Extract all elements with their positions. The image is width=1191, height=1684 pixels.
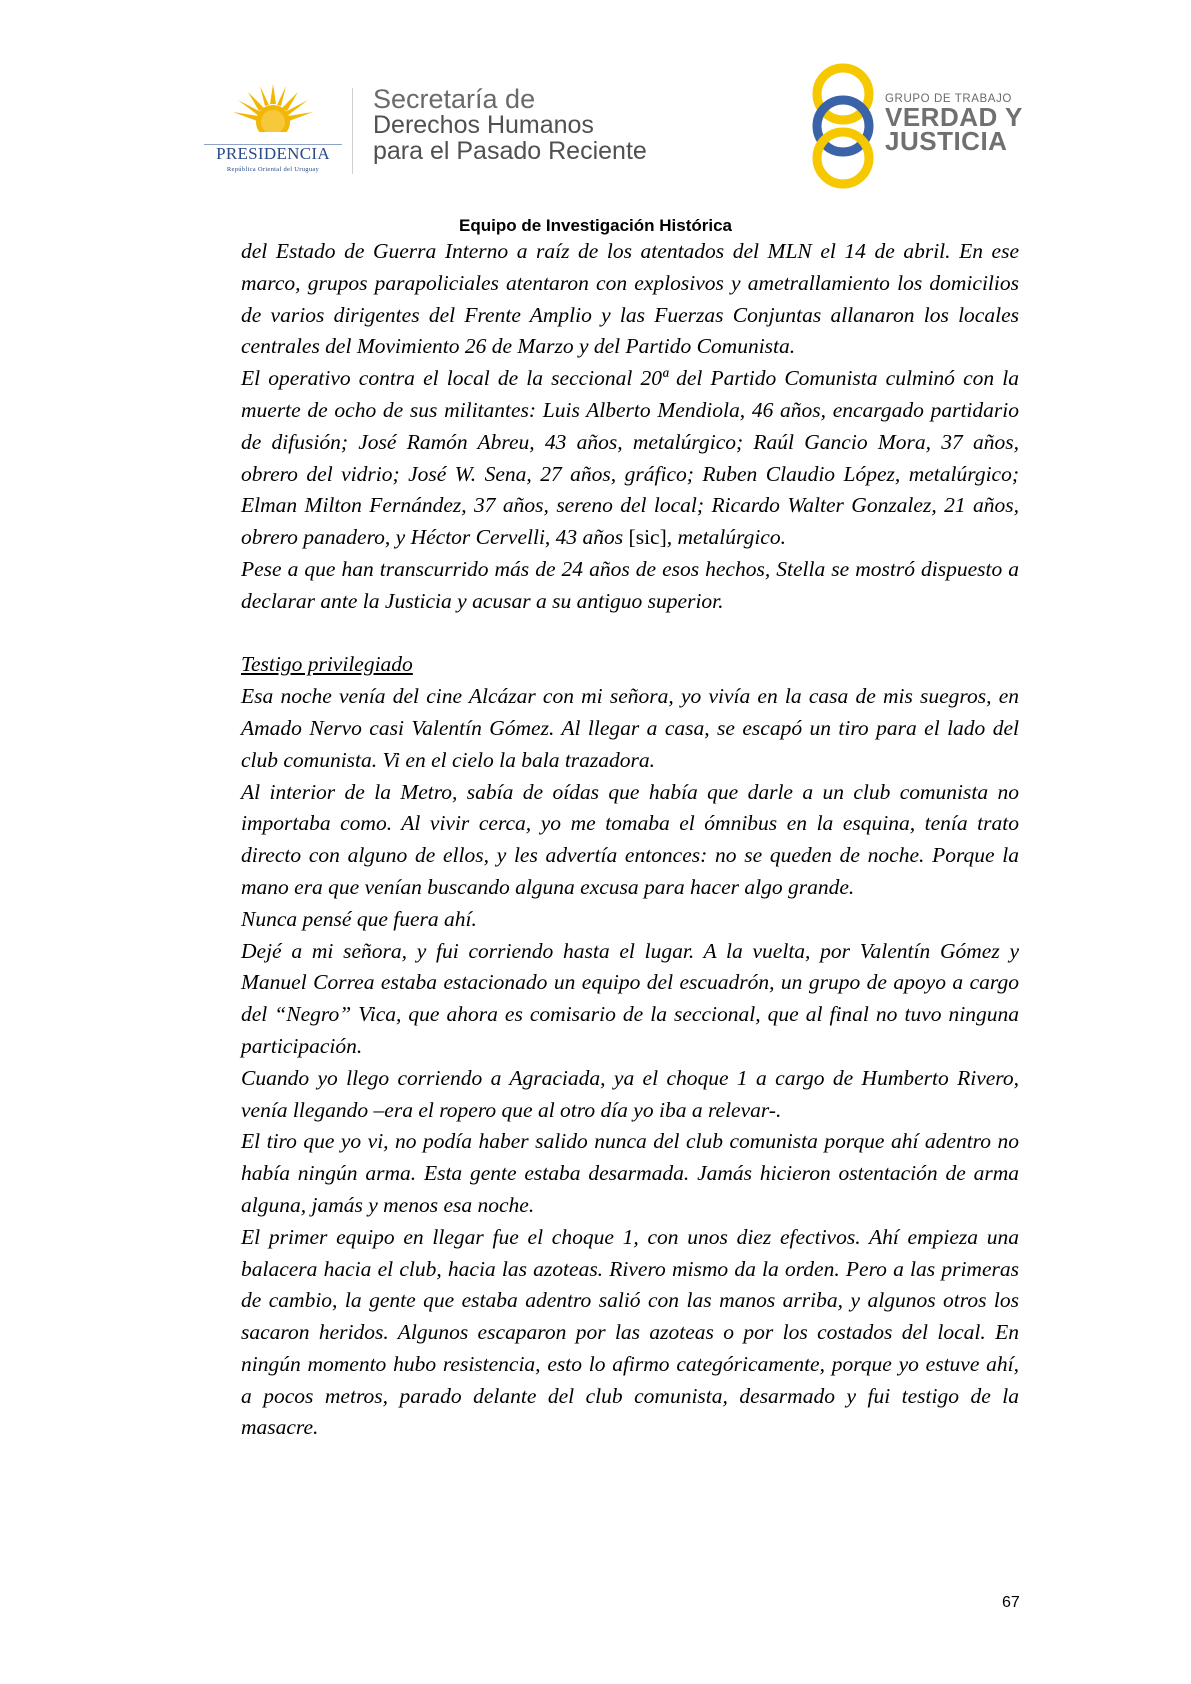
paragraph: Pese a que han transcurrido más de 24 años de esos hechos, Stella se mostró dispuesto a declarar ante la Justicia y acusar a su antiguo superior. <box>241 556 1019 613</box>
secretaria-line-2: Derechos Humanos <box>373 111 594 139</box>
presidencia-name: PRESIDENCIA <box>216 144 330 163</box>
paragraph <box>241 363 1019 554</box>
body-text <box>241 236 1019 1444</box>
paragraph: El tiro que yo vi, no podía haber salido nunca del club comunista porque ahí adentro no había ningún arma. Esta gente estaba desarmada. Jamás hicieron ostentación de arma alguna, jamás y menos esa noche. <box>241 1129 1019 1217</box>
verdad-justicia-rings-icon <box>808 62 878 190</box>
secretaria-title <box>373 86 647 164</box>
grupo-line-1: GRUPO DE TRABAJO <box>885 93 1012 105</box>
paragraph: Esa noche venía del cine Alcázar con mi señora, yo vivía en la casa de mis suegros, en Amado Nervo casi Valentín Gómez. Al llegar a casa, se escapó un tiro para el lado del club comunista. Vi en el cielo la bala trazadora. <box>241 684 1019 772</box>
secretaria-line-1: Secretaría de <box>373 84 536 114</box>
grupo-line-3: JUSTICIA <box>885 126 1008 156</box>
grupo-line-2: VERDAD Y <box>885 102 1023 132</box>
spacer <box>241 618 1019 650</box>
section-heading: Testigo privilegiado <box>241 652 413 677</box>
paragraph: Nunca pensé que fuera ahí. <box>241 906 477 931</box>
paragraph: Dejé a mi señora, y fui corriendo hasta el lugar. A la vuelta, por Valentín Gómez y Manuel Correa estaba estacionado un equipo del escuadrón, un grupo de apoyo a cargo del “Negro” Vica, que ahora es comisario de la seccional, que al final no tuvo ninguna participación. <box>241 938 1019 1058</box>
verdad-justicia-text <box>885 93 1023 156</box>
team-title: Equipo de Investigación Histórica <box>459 216 732 235</box>
paragraph: del Estado de Guerra Interno a raíz de los atentados del MLN el 14 de abril. En ese marco, grupos parapoliciales atentaron con explosivos y ametrallamiento los domicilios de varios dirigentes del Frente Amplio y las Fuerzas Conjuntas allanaron los locales centrales del Movimiento 26 de Marzo y del Partido Comunista. <box>241 239 1019 359</box>
sic-note: [sic] <box>628 525 667 550</box>
sun-emblem-icon <box>228 82 318 144</box>
presidencia-logo <box>198 82 348 182</box>
paragraph-text: El operativo contra el local de la seccional 20ª del Partido Comunista culminó con la muerte de ocho de sus militantes: Luis Alberto Mendiola, 46 años, encargado partidario de difusión; José Ramón Abreu, 43 años, metalúrgico; Raúl Gancio Mora, 37 años, obrero del vidrio; José W. Sena, 27 años, gráfico; Ruben Claudio López, metalúrgico; Elman Milton Fernández, 37 años, sereno del local; Ricardo Walter Gonzalez, 21 años, obrero panadero, y Héctor Cervelli, 43 años <box>241 366 1019 550</box>
page-number: 67 <box>1002 1594 1020 1611</box>
presidencia-subtitle: República Oriental del Uruguay <box>226 166 320 173</box>
paragraph: Cuando yo llego corriendo a Agraciada, ya el choque 1 a cargo de Humberto Rivero, venía llegando –era el ropero que al otro día yo iba a relevar-. <box>241 1065 1019 1122</box>
secretaria-line-3: para el Pasado Reciente <box>373 137 647 165</box>
paragraph: Al interior de la Metro, sabía de oídas que había que darle a un club comunista no importaba como. Al vivir cerca, yo me tomaba el ómnibus en la esquina, tenía trato directo con alguno de ellos, y les advertía entonces: no se queden de noche. Porque la mano era que venían buscando alguna excusa para hacer algo grande. <box>241 779 1019 899</box>
header-divider <box>352 88 353 174</box>
paragraph: El primer equipo en llegar fue el choque 1, con unos diez efectivos. Ahí empieza una balacera hacia el club, hacia las azoteas. Rivero mismo da la orden. Pero a las primeras de cambio, la gente que estaba adentro salió con las manos arriba, y algunos otros los sacaron heridos. Algunos escaparon por las azoteas o por los costados del local. En ningún momento hubo resistencia, esto lo afirmo categóricamente, porque yo estuve ahí, a pocos metros, parado delante del club comunista, desarmado y fui testigo de la masacre. <box>241 1224 1019 1440</box>
paragraph-text: , metalúrgico. <box>666 525 786 550</box>
